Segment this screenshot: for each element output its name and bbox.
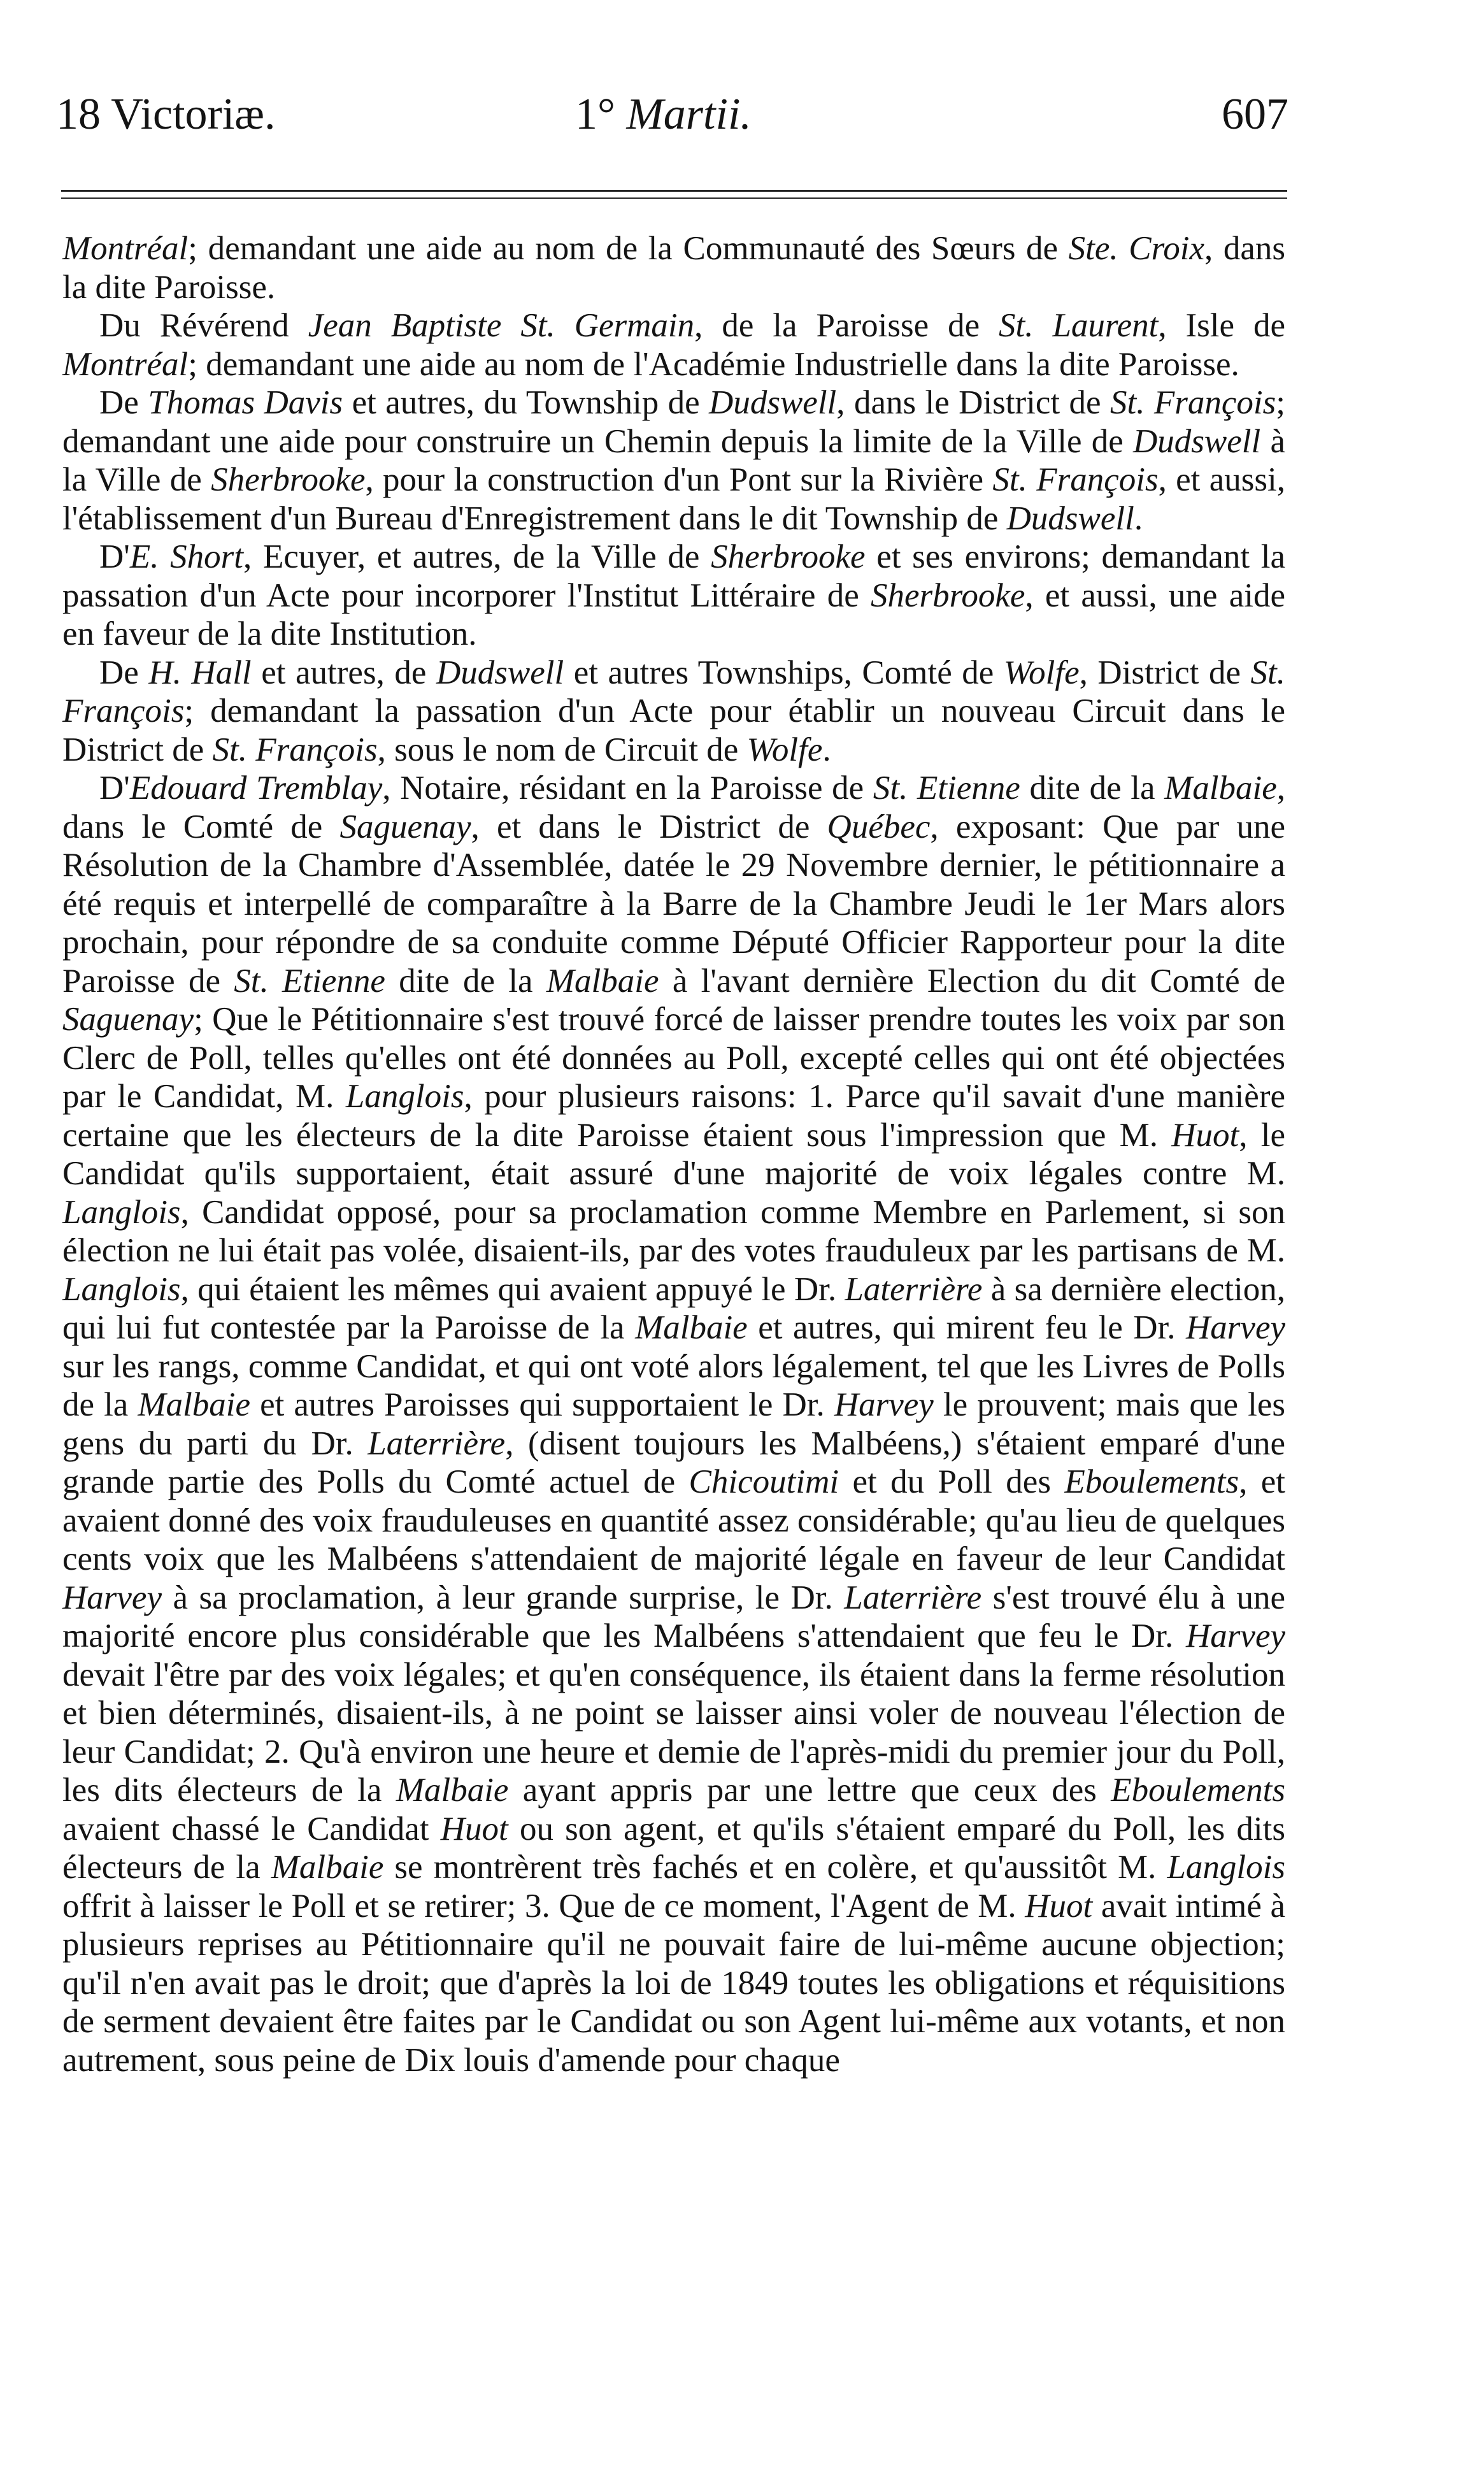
text-run: , qui étaient les mêmes qui avaient appuyé le Dr. [180, 1270, 845, 1308]
italic-name: St. Laurent [999, 307, 1159, 344]
header-date-month: Martii. [626, 90, 752, 139]
text-run: , dans le District de [836, 384, 1110, 421]
text-run: et du Poll des [839, 1463, 1065, 1500]
text-run: ; demandant une aide pour construire un Chemin depuis la limite de la Ville de [62, 384, 1285, 460]
text-run: et autres Paroisses qui supportaient le Dr. [250, 1386, 834, 1423]
text-run: à sa dernière election, qui lui fut contestée par la Paroisse de la [62, 1270, 1285, 1346]
italic-name: Huot [1025, 1887, 1093, 1925]
italic-name: Laterrière [367, 1424, 506, 1462]
text-run: le prouvent; mais que les gens du parti du Dr. [62, 1386, 1285, 1462]
italic-name: Québec [827, 808, 931, 845]
paragraph [62, 229, 1285, 306]
italic-name: Dudswell [1006, 499, 1134, 537]
italic-name: Eboulements [1064, 1463, 1239, 1500]
text-run: , Ecuyer, et autres, de la Ville de [243, 538, 711, 575]
italic-name: St. Etienne [873, 770, 1020, 807]
italic-name: Sherbrooke [211, 461, 366, 498]
text-run: , et aussi, une aide en faveur de la dite Institution. [62, 577, 1285, 652]
italic-name: St. Etienne [234, 962, 385, 1000]
italic-name: Thomas Davis [148, 384, 343, 421]
text-run: , dans la dite Paroisse. [62, 230, 1286, 306]
text-run: devait l'être par des voix légales; et qu'en conséquence, ils étaient dans la ferme résolution et bien déterminés, disaient-ils, à ne point se laisser ainsi voler de nouveau l'élection de leur Candidat; 2. Qu'à environ une heure et demie de l'après-midi du premier jour du Poll, les dits électeurs de la [62, 1656, 1285, 1809]
text-run: ayant appris par une lettre que ceux des [508, 1772, 1111, 1809]
text-run: à la Ville de [62, 422, 1285, 498]
text-run: . [822, 731, 831, 768]
text-run: s'est trouvé élu à une majorité encore plus considérable que les Malbéens s'attendaient que feu le Dr. [62, 1579, 1285, 1654]
italic-name: Malbaie [138, 1386, 251, 1423]
text-run: ; Que le Pétitionnaire s'est trouvé forcé de laisser prendre toutes les voix par son Clerc de Poll, telles qu'elles ont été données au Poll, excepté celles qui ont été objectées par le Candidat, M. [62, 1001, 1285, 1115]
text-run: et autres, qui mirent feu le Dr. [747, 1309, 1187, 1346]
paragraph [62, 384, 1285, 538]
italic-name: Huot [440, 1810, 508, 1847]
italic-name: Malbaie [546, 962, 659, 1000]
text-run: à l'avant dernière Election du dit Comté de [659, 962, 1285, 1000]
text-run: , Notaire, résidant en la Paroisse de [382, 770, 873, 807]
italic-name: St. François [1109, 384, 1276, 421]
italic-name: Eboulements [1111, 1772, 1286, 1809]
italic-name: Harvey [1186, 1309, 1285, 1346]
italic-name: Malbaie [1164, 770, 1277, 807]
paragraph [62, 769, 1285, 2079]
text-run: D' [99, 538, 130, 575]
italic-name: Montréal [62, 345, 189, 383]
header-rule-thin [61, 197, 1287, 199]
italic-name: Saguenay [62, 1001, 194, 1038]
italic-name: Dudswell [709, 384, 837, 421]
text-run: avaient chassé le Candidat [62, 1810, 441, 1847]
italic-name: Malbaie [396, 1772, 509, 1809]
text-run: et autres, de [251, 654, 436, 691]
italic-name: Huot [1171, 1116, 1239, 1154]
header-regnal-year: 18 Victoriæ. [56, 90, 276, 139]
italic-name: Harvey [62, 1579, 162, 1616]
text-run: . [1134, 499, 1143, 537]
text-run: sur les rangs, comme Candidat, et qui ont voté alors légalement, tel que les Livres de Polls de la [62, 1347, 1285, 1423]
italic-name: Sherbrooke [711, 538, 866, 575]
text-run: , pour plusieurs raisons: 1. Parce qu'il savait d'une manière certaine que les électeurs de la dite Paroisse étaient sous l'impression que M. [62, 1078, 1285, 1154]
italic-name: Malbaie [271, 1849, 384, 1886]
text-run: , pour la construction d'un Pont sur la Rivière [365, 461, 993, 498]
italic-name: Montréal [62, 230, 189, 267]
text-run: ; demandant une aide au nom de la Communauté des Sœurs de [188, 230, 1069, 267]
italic-name: St. François [212, 731, 378, 768]
text-run: dite de la [385, 962, 546, 1000]
text-run: dite de la [1020, 770, 1165, 807]
text-run: offrit à laisser le Poll et se retirer; 3. Que de ce moment, l'Agent de M. [62, 1887, 1025, 1925]
italic-name: Ste. Croix [1068, 230, 1205, 267]
text-run: , District de [1079, 654, 1251, 691]
text-run: ou son agent, et qu'ils s'étaient emparé du Poll, les dits électeurs de la [62, 1810, 1285, 1886]
italic-name: Langlois [345, 1078, 464, 1115]
italic-name: Laterrière [844, 1579, 982, 1616]
italic-name: Edouard Tremblay [129, 770, 383, 807]
italic-name: Harvey [1186, 1617, 1285, 1654]
italic-name: Chicoutimi [688, 1463, 839, 1500]
text-run: , de la Paroisse de [694, 307, 999, 344]
italic-name: Malbaie [635, 1309, 748, 1346]
italic-name: Langlois [62, 1270, 181, 1308]
text-run: De [99, 384, 148, 421]
text-run: Du Révérend [99, 307, 308, 344]
text-run: De [99, 654, 149, 691]
text-run: , le Candidat qu'ils supportaient, était assuré d'une majorité de voix légales contre M. [62, 1116, 1285, 1192]
text-run: , et aussi, l'établissement d'un Bureau d'Enregistrement dans le dit Township de [62, 461, 1285, 537]
header-date-number: 1° [575, 90, 615, 139]
text-run: , Isle de [1158, 307, 1285, 344]
italic-name: Laterrière [845, 1270, 983, 1308]
italic-name: Sherbrooke [871, 577, 1025, 614]
document-body [62, 229, 1285, 2079]
text-run: ; demandant une aide au nom de l'Académie Industrielle dans la dite Paroisse. [188, 345, 1239, 383]
paragraph [62, 654, 1285, 770]
text-run: , (disent toujours les Malbéens,) s'étaient emparé d'une grande partie des Polls du Comté actuel de [62, 1424, 1285, 1500]
text-run: et ses environs; demandant la passation d'un Acte pour incorporer l'Institut Littéraire de [62, 538, 1285, 614]
italic-name: Langlois [1167, 1849, 1285, 1886]
italic-name: Harvey [834, 1386, 934, 1423]
text-run: avait intimé à plusieurs reprises au Pétitionnaire qu'il ne pouvait faire de lui-même aucune objection; qu'il n'en avait pas le droit; que d'après la loi de 1849 toutes les obligations et réquisitions de serment devaient être faites par le Candidat ou son Agent lui-même aux votants, et non autrement, sous peine de Dix louis d'amende pour chaque [62, 1887, 1285, 2079]
text-run: , exposant: Que par une Résolution de la Chambre d'Assemblée, datée le 29 Novembre dernier, le pétitionnaire a été requis et interpellé de comparaître à la Barre de la Chambre Jeudi le 1er Mars alors prochain, pour répondre de sa conduite comme Député Officier Rapporteur pour la dite Paroisse de [62, 808, 1286, 1000]
text-run: , sous le nom de Circuit de [377, 731, 747, 768]
italic-name: St. François [62, 654, 1286, 729]
italic-name: Langlois [62, 1193, 181, 1231]
text-run: et autres, du Township de [343, 384, 710, 421]
paragraph [62, 306, 1285, 384]
paragraph [62, 538, 1285, 654]
italic-name: H. Hall [148, 654, 252, 691]
italic-name: Wolfe [746, 731, 823, 768]
italic-name: Jean Baptiste St. Germain [308, 307, 695, 344]
text-run: ; demandant la passation d'un Acte pour établir un nouveau Circuit dans le District de [62, 692, 1285, 768]
italic-name: E. Short [129, 538, 243, 575]
italic-name: Wolfe [1003, 654, 1080, 691]
text-run: D' [99, 770, 130, 807]
text-run: à sa proclamation, à leur grande surprise, le Dr. [161, 1579, 845, 1616]
text-run: et autres Townships, Comté de [564, 654, 1004, 691]
italic-name: Dudswell [1133, 422, 1261, 460]
text-run: , et dans le District de [471, 808, 827, 845]
header-rule-thick [61, 190, 1287, 192]
running-header [56, 89, 1288, 140]
page-number: 607 [1222, 90, 1288, 139]
text-run: se montrèrent très fachés et en colère, et qu'aussitôt M. [383, 1849, 1167, 1886]
italic-name: St. François [992, 461, 1159, 498]
text-run: , dans le Comté de [62, 770, 1285, 845]
text-run: , Candidat opposé, pour sa proclamation comme Membre en Parlement, si son élection ne lui était pas volée, disaient-ils, par des votes frauduleux par les partisans de M. [62, 1193, 1285, 1269]
italic-name: Saguenay [339, 808, 471, 845]
italic-name: Dudswell [436, 654, 564, 691]
header-date [575, 89, 752, 140]
text-run: , et avaient donné des voix frauduleuses en quantité assez considérable; qu'au lieu de quelques cents voix que les Malbéens s'attendaient de majorité légale en faveur de leur Candidat [62, 1463, 1286, 1577]
